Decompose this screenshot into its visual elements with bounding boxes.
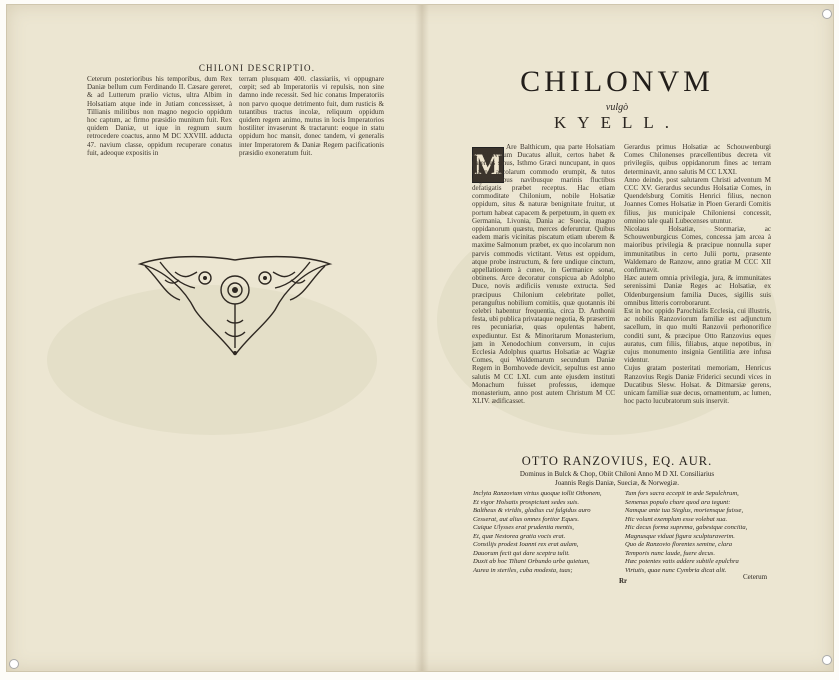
binding-hole <box>9 659 19 669</box>
left-column-2 <box>239 75 384 157</box>
title-vulgo: vulgò <box>605 102 629 113</box>
catchword: Ceterum <box>743 573 768 581</box>
left-column-2-text: terram plusquam 400. classiariis, vi oppugnare cœpit; sed ab Imperatoriis vi repulsis, non sine damno inde recessit. Sed hic conatus Imperatoriis non parvo quoque detrimento fuit, dum rusticis & tutantibus tractus incolæ, reliquum oppidum quidem regem animo, mutus in locis Imperatorios hostiliter invaserunt & tractarunt: eoque in statu oppidum hoc mansit, donec tandem, vi generalis inter Imperatorem & Daniæ Regem pacificationis præsidio exoneratum fuit. <box>239 75 384 157</box>
author-subtitle-1: Dominus in Bulck & Chop, Obiit Chiloni Anno M D XI. Consiliarius <box>519 470 715 478</box>
signature-mark: Rr <box>619 577 628 585</box>
alt-name: KYELL. <box>554 113 680 132</box>
poem-line: Baltheus & viridis, gladius cui fulgidus auro <box>473 507 591 514</box>
drop-cap: M <box>473 148 503 181</box>
poem-line: Dauorum fecit qui dare sceptra tulit. <box>473 549 570 557</box>
poem-line: Et, quæ Nestorea gratia vocis erat. <box>473 532 566 540</box>
poem-line: Namque ante tua Sieglus, moriensque fuisse, <box>625 507 744 514</box>
poem-line: Quo de Ranzovio florentes semine, clara <box>625 541 733 548</box>
ornament-vignette <box>135 250 335 360</box>
binding-hole <box>822 655 832 665</box>
right-col2-para-6: Cujus gratam posteritati memoriam, Henricus Ranzovius Regis Daniæ Friderici secundi vices in Ducatibus Slesw. Holsat. & Ditmarsiæ gerens, unicam familiæ suæ decus, ornamentum, ac lumen, hoc pacto lucubratorum suis inservit. <box>624 364 771 406</box>
poem-line: Hæc potentes vatis addere subtile epulchra <box>625 558 739 565</box>
page-gutter <box>415 5 429 671</box>
poem-line: Magnusque viduat figura sculpturaverim. <box>625 532 735 540</box>
poem-line: Aurea in steriles, cuba modesta, tuas; <box>473 566 573 574</box>
poem-line: Virtutis, quae nunc Cymbria dicat alit. <box>625 566 727 574</box>
poem-right <box>625 490 775 575</box>
poem-line: Semenus populo chare quod ara tegunt: <box>625 498 731 506</box>
right-col2-para-5: Est in hoc oppido Parochialis Ecclesia, cui illustris, ac nobilis Ranzoviorum familiæ est adjunctum sacellum, in quo multi Ranzovii perhonorifice conditi sunt, & præcipue Otto Ranzovius eques auratus, cum filiis, filiabus, atque nepotibus, in cujus monumento insignia Gentilitia ære infusa videntur. <box>624 307 771 365</box>
binding-hole <box>822 9 832 19</box>
poem-line: Et vigor Holsatis prospiciunt sedes suis. <box>473 498 579 506</box>
right-col2-para-1: Gerardus primus Holsatiæ ac Schouwenburgi Comes Chilonenses præcellentibus decreta vit privilegiis, quibus oppidanorum fines ac terram determinavit, anno salutis M CC LXXI. <box>624 143 771 176</box>
right-col2-para-4: Hæc autem omnia privilegia, jura, & immunitates serenissimi Daniæ Reges ac Holsatiæ, ex Oldenburgensium familia Duces, sigillis suis omnibus litteris corroborarunt. <box>624 274 771 307</box>
book-spread <box>6 4 834 672</box>
left-column-1-text: Ceterum posterioribus his temporibus, dum Rex Daniæ bellum cum Ferdinando II. Cæsare gereret, & ad Lutterum prælio victus, ultra Albim in Holsatiam atque inde in Jutiam concessisset, à Tillianis militibus non magno negocio oppidum hoc captum, ac firmo præsidio munitum fuit. Rex quidem Daniæ, ut ique in regnum suum retrocedere coactus, anno M DC XXVIII. adducta 47. navium classe, oppidum recuperare conatus fuit, adeoque expositis in <box>87 75 232 157</box>
poem-left <box>473 490 623 575</box>
poem-line: Cesserat, aut alius omnes fortior Eques. <box>473 515 580 523</box>
right-column-1 <box>472 143 615 406</box>
right-column-2 <box>624 143 771 406</box>
left-heading: CHILONI DESCRIPTIO. <box>198 63 316 73</box>
poem-line: Hic decus forma suprema, gabestque conciita, <box>625 524 748 531</box>
poem-line: Duxit ab hoc Tiltani Orbundo urbe quietum, <box>473 558 590 565</box>
poem-line: Hic volunt exemplum esse volebat sua. <box>625 515 728 523</box>
right-col2-para-2: Anno deinde, post salutarem Christi adventum M CCC XV. Gerardus secundus Holsatiæ Comes, in Quendelsburg Comitis Henrici filius, necnon Joannes Comes Holsatiæ in Ploen Gerardi Comitis filius, jus municipale Chiloniensi concessit, omnino tale quali Lubecenses utuntur. <box>624 175 771 225</box>
poem-line: Cuique Ulysses erat prudentia mentis, <box>473 524 574 531</box>
page-title: CHILONVM <box>520 65 714 98</box>
author-heading: OTTO RANZOVIUS, EQ. AUR. <box>521 454 713 468</box>
poem-line: Consilijs prodest Ioanni rex erat aulam, <box>473 541 579 548</box>
poem-line: Tum fors sacra eccepit in æde Sepulchrum, <box>625 490 739 497</box>
left-column-1 <box>87 75 232 157</box>
poem-line: Temporis nunc laude, fuere decus. <box>625 549 715 557</box>
right-column-1-text: Are Balthicum, qua parte Holsatiam & Slesvicum Ducatus alluit, certos habet & patentes sinus, Isthmo Græci nuncupant, in quos magno accolarum commodo erumpit, & tutos negotiatoribus navibusque marinis fluctibus defatigatis præbet receptus. Hac etiam commoditate Chilonium, nobile Holsatiæ oppidum, situs & naturæ benignitate fruitur, ut portum habeat capacem & perpetuum, in quem ex Germania, Livonia, Dania ac Suecia, magno oppidanorum quæstu, merces deferuntur. Quibus eadem maris vicinitas piscatum etiam uberem & maxime Salmonum præbet, ex quo incolarum non parvis commodis victitant. Vetus est oppidum, atque probe instructum, & fere undique cinctum, appellationem à cuneo, in Germanice sonat, obtinens. Arce decoratur conspicua ab Adolpho Duce, novis ædificiis venuste extructa. Sed præcipuus Chilonium celebritate pollet, peranguſtus nobilium comitiis, quæ quotannis ibi celebri habentur frequentia, circa D. Anthonii festa, ubi publica privataque negotia, & præsertim res pecuniariæ, quas opulentas habent, expediuntur. Est & Minoritarum Monasterium, jam in Xenodochium conversum, in cujus Ecclesia Adolphus quartus Holsatiæ ac Wagriæ Comes, qui Waldemarum secundum Daniæ Regem in Bornhovede devicit, sepultus est anno salutis M CC LXI. cum ante ejusdem instituti Monachum fuisset professus, idemque monasterium, anno post autem Christum M CC XLIV. ædificasset. <box>472 143 615 406</box>
poem-line: Inclyta Ranzovium virtus quoque tollit Othonem, <box>473 490 602 497</box>
right-col2-para-3: Nicolaus Holsatiæ, Stormariæ, ac Schouwenburgicus Comes, concessa jam arcea à maioribus privilegia & præcipue nonnulla super immunitatibus in certo Julii portu, præsente Waldemaro de Ranzow, anno gratiæ M CCC XII confirmavit. <box>624 225 771 275</box>
author-subtitle-2: Joannis Regis Daniæ, Sueciæ, & Norwegiæ. <box>554 479 680 487</box>
